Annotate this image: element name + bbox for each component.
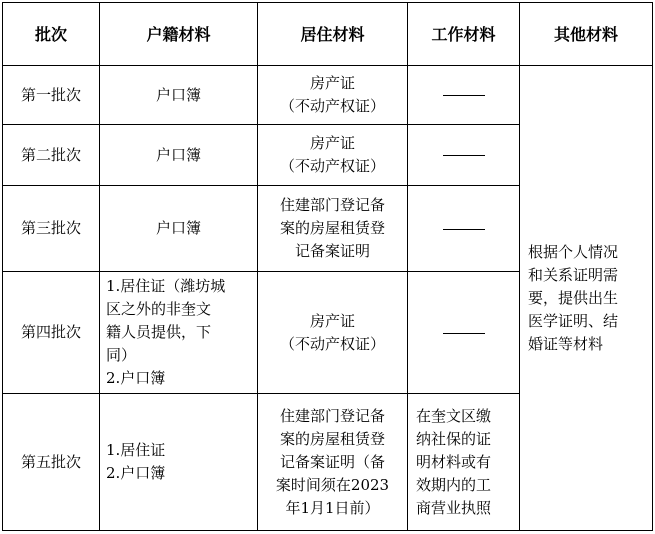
residence-line: 住建部门登记备	[279, 196, 385, 214]
header-work: 工作材料	[408, 3, 520, 66]
work-line: 在奎文区缴	[416, 406, 492, 425]
other-line: 根据个人情况	[528, 242, 619, 261]
residence-line: （不动产权证）	[279, 334, 385, 353]
materials-table	[2, 2, 653, 531]
household-cell	[100, 272, 258, 394]
header-row	[3, 3, 653, 66]
household-cell	[100, 66, 258, 125]
header-residence: 居住材料	[258, 3, 408, 66]
household-line: 1.居住证（潍坊城	[106, 277, 226, 295]
other-cell	[520, 66, 653, 531]
residence-line: 房产证	[309, 311, 355, 330]
table-row	[3, 66, 653, 125]
residence-line: 案的房屋租赁登	[279, 219, 385, 237]
batch-cell: 第五批次	[3, 394, 100, 531]
residence-line: 房产证	[309, 134, 355, 152]
other-line: 医学证明、结	[528, 311, 619, 330]
household-line: 户口簿	[155, 219, 201, 237]
other-line: 和关系证明需	[528, 265, 619, 284]
residence-line: 房产证	[309, 74, 355, 92]
household-line: 区之外的非奎文	[106, 300, 212, 318]
work-cell	[408, 125, 520, 186]
work-cell	[408, 272, 520, 394]
work-line: 纳社保的证	[416, 429, 492, 448]
household-cell	[100, 125, 258, 186]
batch-cell: 第二批次	[3, 125, 100, 186]
batch-cell: 第一批次	[3, 66, 100, 125]
household-line: 户口簿	[155, 85, 201, 104]
header-household: 户籍材料	[100, 3, 258, 66]
residence-line: 年1月1日前）	[285, 498, 380, 517]
residence-cell	[258, 125, 408, 186]
residence-line: （不动产权证）	[279, 97, 385, 115]
batch-cell: 第四批次	[3, 272, 100, 394]
household-line: 2.户口簿	[106, 464, 166, 482]
work-cell	[408, 394, 520, 531]
household-line: 2.户口簿	[106, 369, 166, 387]
residence-line: 记备案证明	[294, 242, 370, 260]
dash-divider	[443, 229, 485, 230]
residence-cell	[258, 66, 408, 125]
residence-line: 记备案证明（备	[279, 452, 385, 471]
residence-line: 案时间须在2023	[275, 475, 390, 494]
household-line: 同）	[106, 346, 137, 364]
household-line: 户口簿	[155, 145, 201, 164]
residence-line: （不动产权证）	[279, 157, 385, 175]
header-batch: 批次	[3, 3, 100, 66]
work-line: 效期内的工	[416, 475, 492, 494]
household-line: 1.居住证	[106, 441, 166, 459]
dash-divider	[443, 155, 485, 156]
residence-line: 住建部门登记备	[279, 406, 385, 425]
household-line: 籍人员提供，下	[106, 323, 212, 341]
batch-cell: 第三批次	[3, 186, 100, 272]
other-line: 婚证等材料	[528, 334, 604, 353]
household-cell	[100, 186, 258, 272]
household-cell	[100, 394, 258, 531]
dash-divider	[443, 95, 485, 96]
work-cell	[408, 186, 520, 272]
residence-cell	[258, 394, 408, 531]
other-line: 要，提供出生	[528, 288, 619, 307]
work-cell	[408, 66, 520, 125]
residence-cell	[258, 272, 408, 394]
work-line: 明材料或有	[416, 452, 492, 471]
residence-line: 案的房屋租赁登	[279, 429, 385, 448]
header-other: 其他材料	[520, 3, 653, 66]
dash-divider	[443, 333, 485, 334]
work-line: 商营业执照	[416, 498, 492, 517]
residence-cell	[258, 186, 408, 272]
